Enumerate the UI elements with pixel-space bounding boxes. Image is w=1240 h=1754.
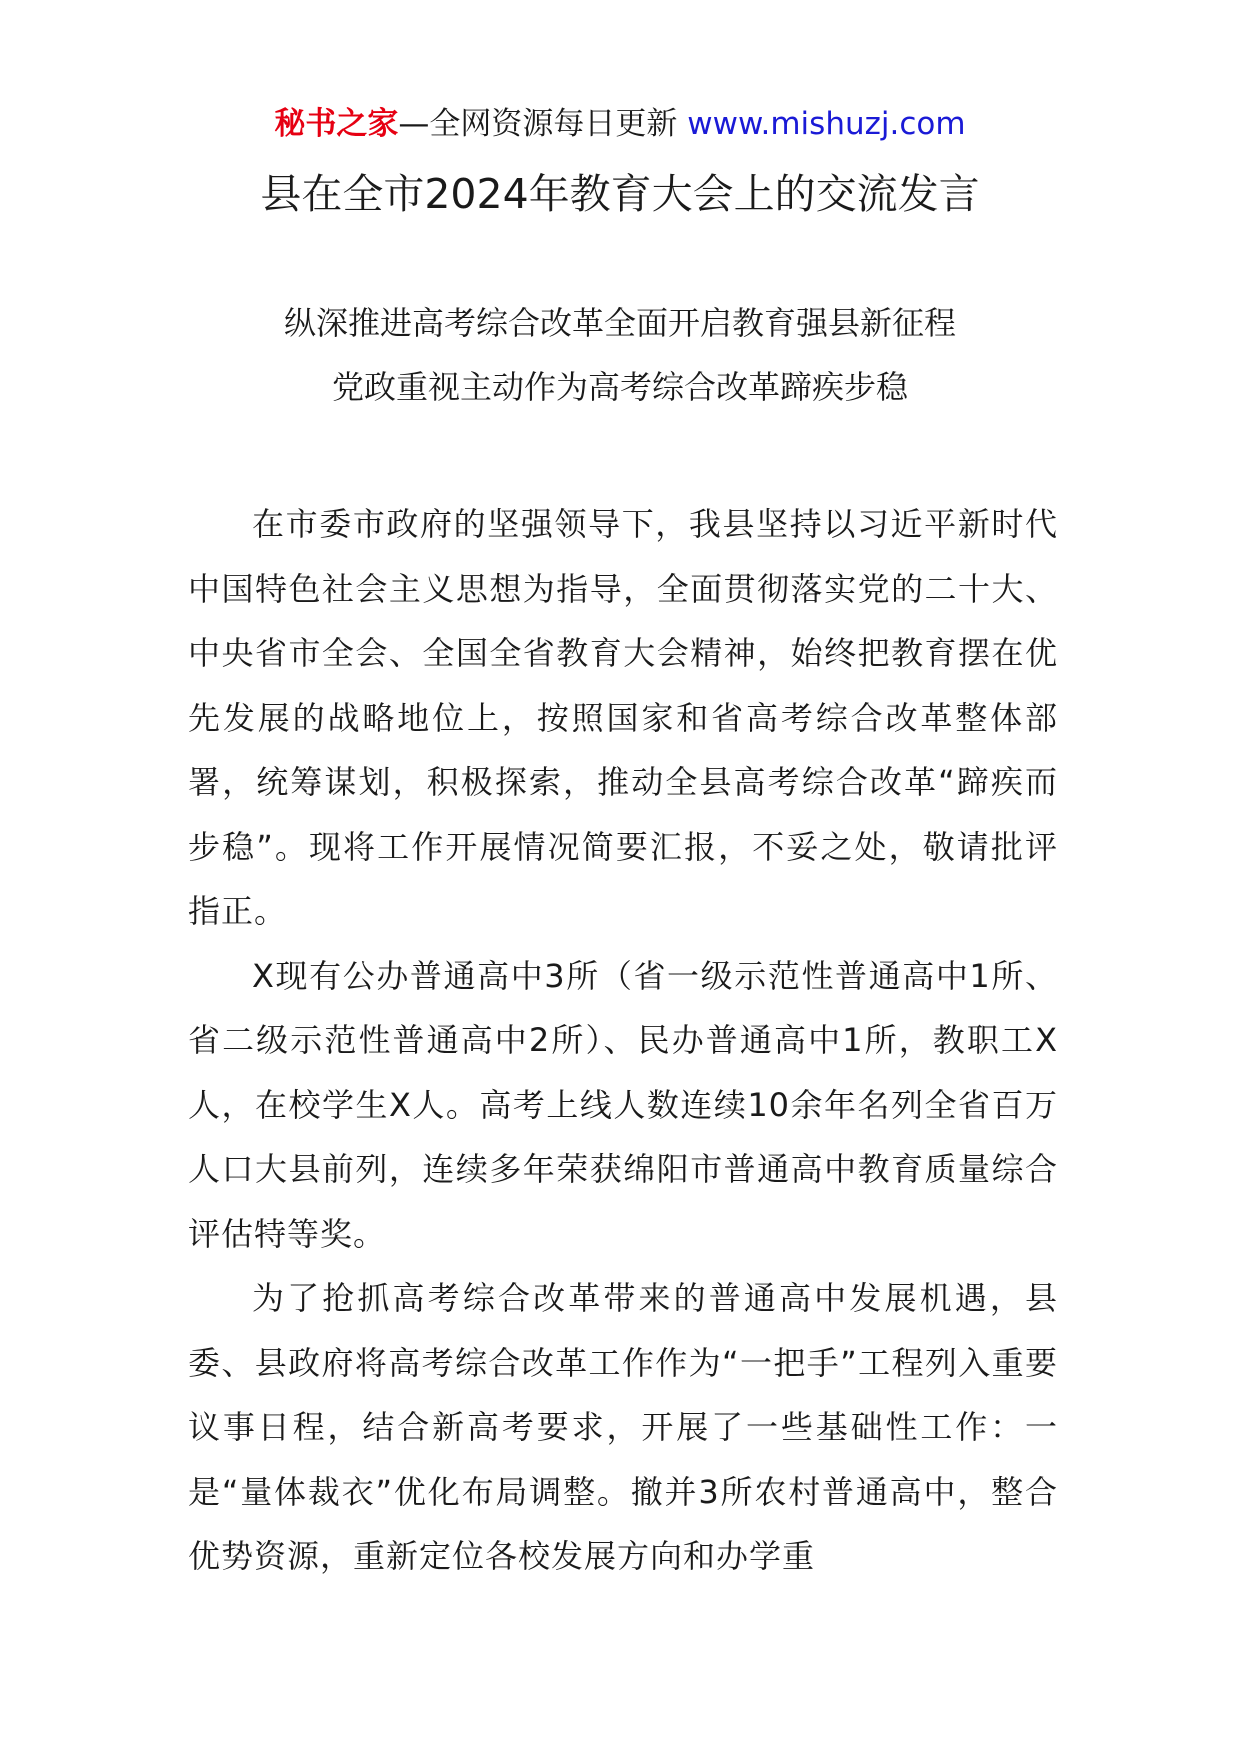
- header-tagline: —全网资源每日更新: [398, 106, 678, 142]
- paragraph-1: 在市委市政府的坚强领导下，我县坚持以习近平新时代中国特色社会主义思想为指导，全面贯彻落实党的二十大、中央省市全会、全国全省教育大会精神，始终把教育摆在优先发展的战略地位上，按照国家和省高考综合改革整体部署，统筹谋划，积极探索，推动全县高考综合改革“蹄疾而步稳”。现将工作开展情况简要汇报，不妥之处，敬请批评指正。: [188, 505, 1058, 930]
- site-url: www.mishuzj.com: [687, 106, 966, 142]
- body-text: [188, 492, 1058, 1589]
- subtitle-1: 纵深推进高考综合改革全面开启教育强县新征程: [283, 304, 956, 342]
- paragraph-3: 为了抢抓高考综合改革带来的普通高中发展机遇，县委、县政府将高考综合改革工作作为“一把手”工程列入重要议事日程，结合新高考要求，开展了一些基础性工作：一是“量体裁衣”优化布局调整。撤并3所农村普通高中，整合优势资源，重新定位各校发展方向和办学重: [188, 1279, 1058, 1575]
- document-title: 县在全市2024年教育大会上的交流发言: [260, 170, 980, 218]
- source-header: [0, 102, 1240, 146]
- brand-name: 秘书之家: [274, 106, 399, 142]
- subtitle-2: 党政重视主动作为高考综合改革蹄疾步稳: [331, 368, 908, 406]
- paragraph-2: X现有公办普通高中3所（省一级示范性普通高中1所、省二级示范性普通高中2所）、民办普通高中1所，教职工X人，在校学生X人。高考上线人数连续10余年名列全省百万人口大县前列，连续多年荣获绵阳市普通高中教育质量综合评估特等奖。: [188, 956, 1058, 1253]
